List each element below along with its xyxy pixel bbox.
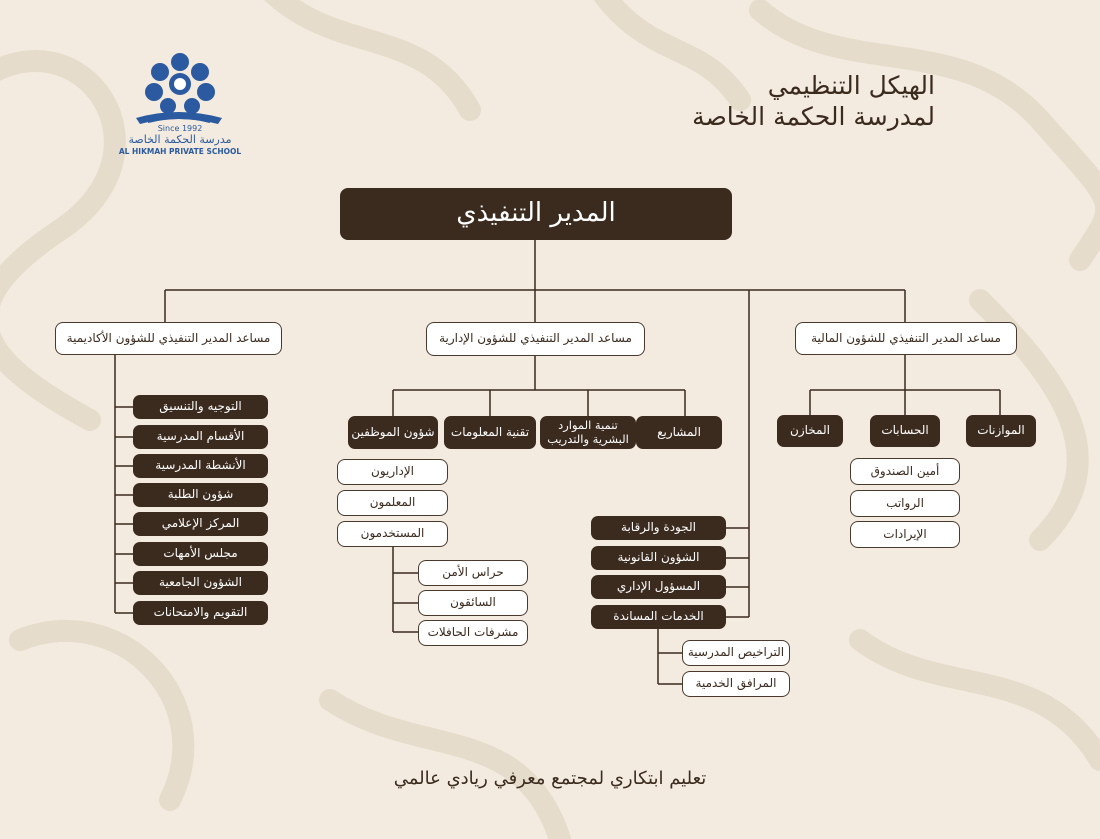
support-unit-licenses: التراخيص المدرسية: [682, 640, 790, 666]
academic-unit-university-affairs: الشؤون الجامعية: [133, 571, 268, 595]
academic-unit-departments: الأقسام المدرسية: [133, 425, 268, 449]
financial-unit-accounts: الحسابات: [870, 415, 940, 447]
academic-unit-student-affairs: شؤون الطلبة: [133, 483, 268, 507]
direct-unit-legal-affairs: الشؤون القانونية: [591, 546, 726, 570]
admin-unit-it: تقنية المعلومات: [444, 416, 536, 449]
financial-unit-stores: المخازن: [777, 415, 843, 447]
admin-unit-hr-training: تنمية الموارد البشرية والتدريب: [540, 416, 636, 449]
admin-unit-staff-affairs: شؤون الموظفين: [348, 416, 438, 449]
academic-unit-guidance: التوجيه والتنسيق: [133, 395, 268, 419]
direct-unit-support-services: الخدمات المساندة: [591, 605, 726, 629]
academic-unit-activities: الأنشطة المدرسية: [133, 454, 268, 478]
staff-group-administrators: الإداريون: [337, 459, 448, 485]
academic-assistant-box: مساعد المدير التنفيذي للشؤون الأكاديمية: [55, 322, 282, 355]
title-line-2: لمدرسة الحكمة الخاصة: [692, 102, 935, 132]
accounts-unit-cashier: أمين الصندوق: [850, 458, 960, 485]
admin-unit-projects: المشاريع: [636, 416, 722, 449]
executive-director-box: المدير التنفيذي: [340, 188, 732, 240]
employee-bus-supervisors: مشرفات الحافلات: [418, 620, 528, 646]
academic-unit-evaluation-exams: التقويم والامتحانات: [133, 601, 268, 625]
logo-arabic-name: مدرسة الحكمة الخاصة: [128, 133, 232, 146]
employee-security-guards: حراس الأمن: [418, 560, 528, 586]
direct-unit-quality-control: الجودة والرقابة: [591, 516, 726, 540]
logo-since: Since 1992: [157, 124, 203, 133]
direct-unit-admin-officer: المسؤول الإداري: [591, 575, 726, 599]
financial-assistant-box: مساعد المدير التنفيذي للشؤون المالية: [795, 322, 1017, 355]
accounts-unit-salaries: الرواتب: [850, 490, 960, 517]
administrative-assistant-box: مساعد المدير التنفيذي للشؤون الإدارية: [426, 322, 645, 356]
employee-drivers: السائقون: [418, 590, 528, 616]
academic-unit-media-center: المركز الإعلامي: [133, 512, 268, 536]
staff-group-teachers: المعلمون: [337, 490, 448, 516]
financial-unit-budgets: الموازنات: [966, 415, 1036, 447]
logo-english-name: AL HIKMAH PRIVATE SCHOOL: [118, 147, 242, 156]
accounts-unit-revenues: الإيرادات: [850, 521, 960, 548]
staff-group-employees: المستخدمون: [337, 521, 448, 547]
support-unit-facilities: المرافق الخدمية: [682, 671, 790, 697]
footer-tagline: تعليم ابتكاري لمجتمع معرفي ريادي عالمي: [393, 768, 707, 789]
title-line-1: الهيكل التنظيمي: [767, 71, 935, 100]
academic-unit-mothers-council: مجلس الأمهات: [133, 542, 268, 566]
